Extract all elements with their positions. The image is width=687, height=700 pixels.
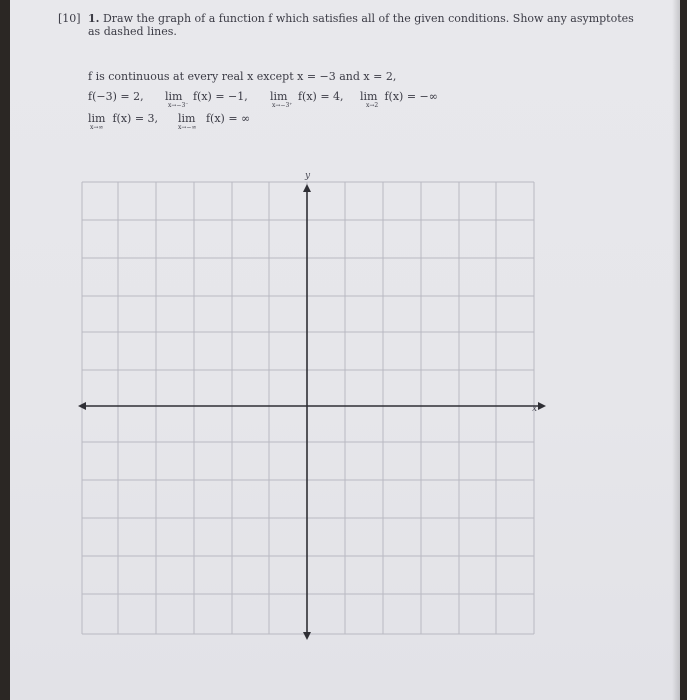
lim-subscript: x→∞ [90, 124, 104, 131]
lim-subscript: x→−∞ [178, 124, 197, 131]
grid-lines [82, 182, 534, 634]
lim-expression: f(x) = −1, [192, 90, 248, 103]
x-axis-label: x [532, 404, 538, 414]
condition-value-at-minus3: f(−3) = 2, [88, 90, 144, 103]
lim-expression: f(x) = 4, [297, 90, 344, 103]
lim-word: lim [360, 90, 378, 103]
coordinate-grid [10, 0, 680, 700]
y-axis-bottom-arrow [303, 632, 311, 640]
lim-expression: f(x) = −∞ [384, 90, 438, 103]
problem-text-line1: Draw the graph of a function f which satisfies all of the given conditions. Show any asymptotes [102, 12, 634, 25]
lim-subscript: x→2 [366, 102, 379, 109]
lim-subscript: x→−3⁻ [168, 102, 189, 109]
y-axis-label: y [305, 171, 311, 181]
lim-word: lim [270, 90, 288, 103]
worksheet-page [10, 0, 680, 700]
continuity-condition: f is continuous at every real x except x = −3 and x = 2, [88, 70, 397, 83]
y-axis-top-arrow [303, 184, 311, 192]
point-value: [10] [58, 12, 81, 25]
lim-word: lim [88, 112, 106, 125]
lim-word: lim [178, 112, 196, 125]
lim-word: lim [165, 90, 183, 103]
lim-expression: f(x) = ∞ [205, 112, 251, 125]
problem-text-line2: as dashed lines. [88, 25, 177, 38]
lim-subscript: x→−3⁺ [272, 102, 293, 109]
problem-number: 1. [88, 12, 100, 25]
lim-expression: f(x) = 3, [112, 112, 159, 125]
x-axis-right-arrow [538, 402, 546, 410]
